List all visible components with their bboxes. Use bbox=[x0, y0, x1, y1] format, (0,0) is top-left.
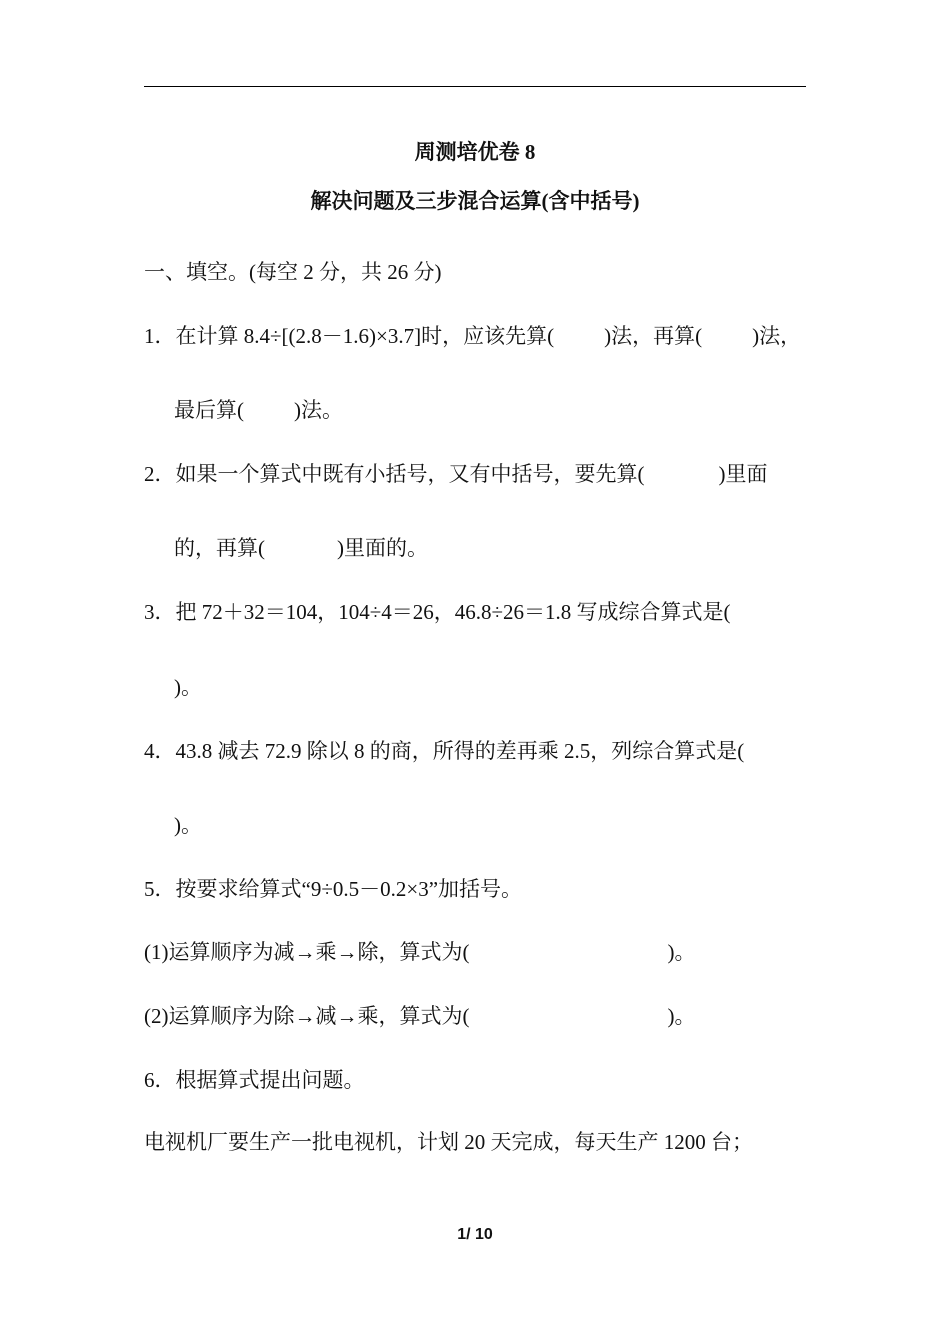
q1-text-b: )法，再算( bbox=[604, 324, 703, 348]
q2-line2-b: )里面的。 bbox=[337, 536, 428, 560]
question-1-line-2 bbox=[174, 396, 343, 424]
q1-text-c: )法， bbox=[752, 324, 802, 348]
q1-text-a: 1．在计算 8.4÷[(2.8－1.6)×3.7]时，应该先算( bbox=[144, 324, 555, 348]
q5-sub1-a: (1)运算顺序为减→乘→除，算式为( bbox=[144, 940, 470, 964]
q5-sub2-b: )。 bbox=[667, 1004, 696, 1028]
question-2-line-1 bbox=[144, 460, 768, 488]
question-2-line-2 bbox=[174, 534, 428, 562]
q1-line2-a: 最后算( bbox=[174, 398, 244, 422]
q2-line2-a: 的，再算( bbox=[174, 536, 265, 560]
section-heading: 一、填空。(每空 2 分，共 26 分) bbox=[144, 260, 442, 284]
question-3-line-2: )。 bbox=[174, 675, 202, 699]
page-title: 周测培优卷 8 bbox=[414, 140, 536, 164]
question-1-line-1 bbox=[144, 322, 801, 350]
q2-text-a: 2．如果一个算式中既有小括号，又有中括号，要先算( bbox=[144, 462, 645, 486]
page-number: 1/ 10 bbox=[457, 1226, 493, 1243]
question-5-sub-2 bbox=[144, 1002, 695, 1030]
question-3-line-1: 3．把 72＋32＝104，104÷4＝26，46.8÷26＝1.8 写成综合算式是( bbox=[144, 600, 731, 624]
header-rule bbox=[144, 86, 806, 87]
question-5-sub-1 bbox=[144, 938, 695, 966]
q1-line2-b: )法。 bbox=[294, 398, 343, 422]
page-subtitle: 解决问题及三步混合运算(含中括号) bbox=[310, 189, 640, 213]
q2-text-b: )里面 bbox=[718, 462, 768, 486]
question-5: 5．按要求给算式“9÷0.5－0.2×3”加括号。 bbox=[144, 877, 523, 901]
question-4-line-1: 4．43.8 减去 72.9 除以 8 的商，所得的差再乘 2.5，列综合算式是( bbox=[144, 739, 745, 763]
q5-sub1-b: )。 bbox=[667, 940, 696, 964]
question-6: 6．根据算式提出问题。 bbox=[144, 1068, 365, 1092]
question-6-context: 电视机厂要生产一批电视机，计划 20 天完成，每天生产 1200 台； bbox=[144, 1130, 753, 1154]
q5-sub2-a: (2)运算顺序为除→减→乘，算式为( bbox=[144, 1004, 470, 1028]
question-4-line-2: )。 bbox=[174, 813, 202, 837]
